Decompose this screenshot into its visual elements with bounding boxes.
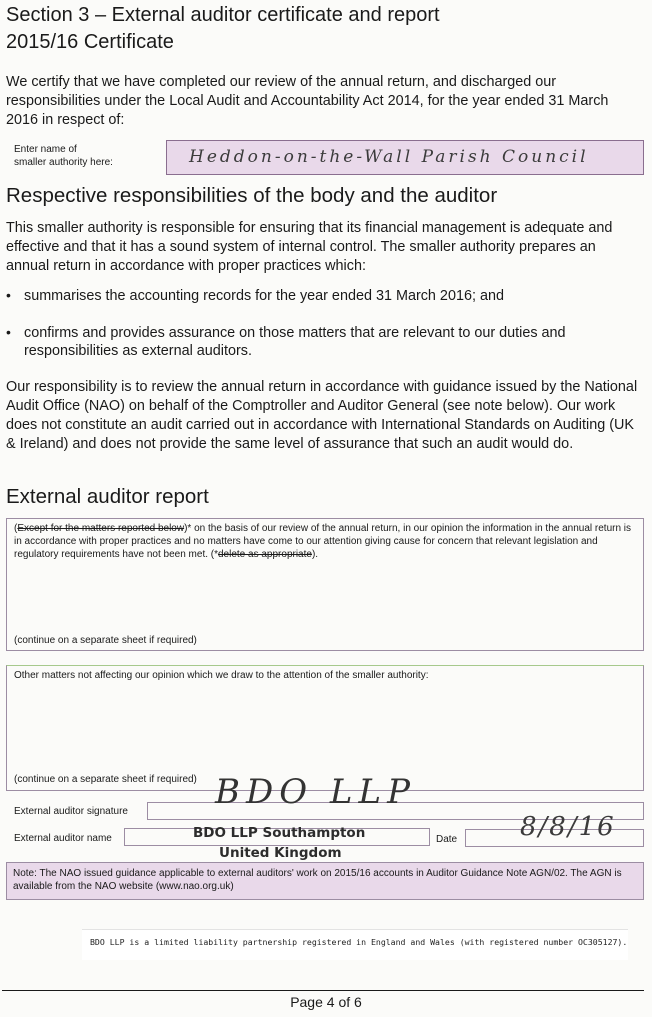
bullet-item: confirms and provides assurance on those matters that are relevant to our duties and responsibilities as external auditors. xyxy=(24,325,566,359)
signature-label: External auditor signature xyxy=(14,806,128,817)
other-matters-label: Other matters not affecting our opinion which we draw to the attention of the smaller authority: xyxy=(14,670,429,681)
section-title: Section 3 – External auditor certificate and report xyxy=(6,4,440,26)
stamp-line-1: BDO LLP Southampton xyxy=(193,825,366,841)
bullet-item: summarises the accounting records for the year ended 31 March 2016; and xyxy=(24,288,504,304)
date-handwriting: 8/8/16 xyxy=(520,812,616,842)
certificate-intro: We certify that we have completed our review of the annual return, and discharged our responsibilities under the Local Audit and Accountability Act 2014, for the year ended 31 March 2016 in respect of: xyxy=(6,74,609,128)
responsibilities-heading: Respective responsibilities of the body and the auditor xyxy=(6,184,498,207)
name-label: External auditor name xyxy=(14,833,112,844)
authority-name-handwriting: Heddon-on-the-Wall Parish Council xyxy=(189,147,589,167)
nao-note: Note: The NAO issued guidance applicable to external auditors' work on 2015/16 accounts in Auditor Guidance Note AGN/02. The AGN is available from the NAO website (www.nao.org.uk) xyxy=(13,868,622,892)
stamp-line-2: United Kingdom xyxy=(219,845,342,861)
certificate-subtitle: 2015/16 Certificate xyxy=(6,31,174,53)
struck-except-clause: Except for the matters reported below xyxy=(17,523,185,534)
bdo-statement: BDO LLP is a limited liability partnership registered in England and Wales (with registered number OC305127). xyxy=(90,937,628,947)
footer-divider xyxy=(2,990,644,991)
responsibilities-paragraph-1: This smaller authority is responsible for ensuring that its financial management is adequate and effective and that it has a sound system of internal control. The smaller authority prepares an annual return in accordance with proper practices which: xyxy=(6,220,613,274)
bdo-statement-strip xyxy=(82,929,628,960)
signature-handwriting: BDO LLP xyxy=(215,772,416,812)
opinion-box xyxy=(6,518,644,651)
nao-note-box xyxy=(6,862,644,900)
enter-name-label: Enter name of smaller authority here: xyxy=(14,144,113,168)
authority-name-field[interactable] xyxy=(166,140,644,175)
bullet-marker: • xyxy=(6,287,11,303)
bullet-marker: • xyxy=(6,324,11,340)
report-heading: External auditor report xyxy=(6,485,209,508)
opinion-text: (Except for the matters reported below)* on the basis of our review of the annual return, in our opinion the information in the annual return is in accordance with proper practices and no matters have come to our attention giving cause for concern that relevant legislation and regulatory requirements have not been met. (*delete as appropriate). xyxy=(14,523,632,560)
date-label: Date xyxy=(436,834,458,845)
responsibilities-paragraph-2: Our responsibility is to review the annual return in accordance with guidance issued by the National Audit Office (NAO) on behalf of the Comptroller and Auditor General (see note below). Our work does not constitute an audit carried out in accordance with International Standards on Auditing (UK & Ireland) and does not provide the same level of assurance that such an audit would do. xyxy=(6,379,638,452)
continue-note: (continue on a separate sheet if required) xyxy=(14,774,197,785)
struck-delete-note: delete as appropriate xyxy=(218,549,312,560)
page-number: Page 4 of 6 xyxy=(290,994,362,1010)
continue-note: (continue on a separate sheet if required) xyxy=(14,635,197,646)
